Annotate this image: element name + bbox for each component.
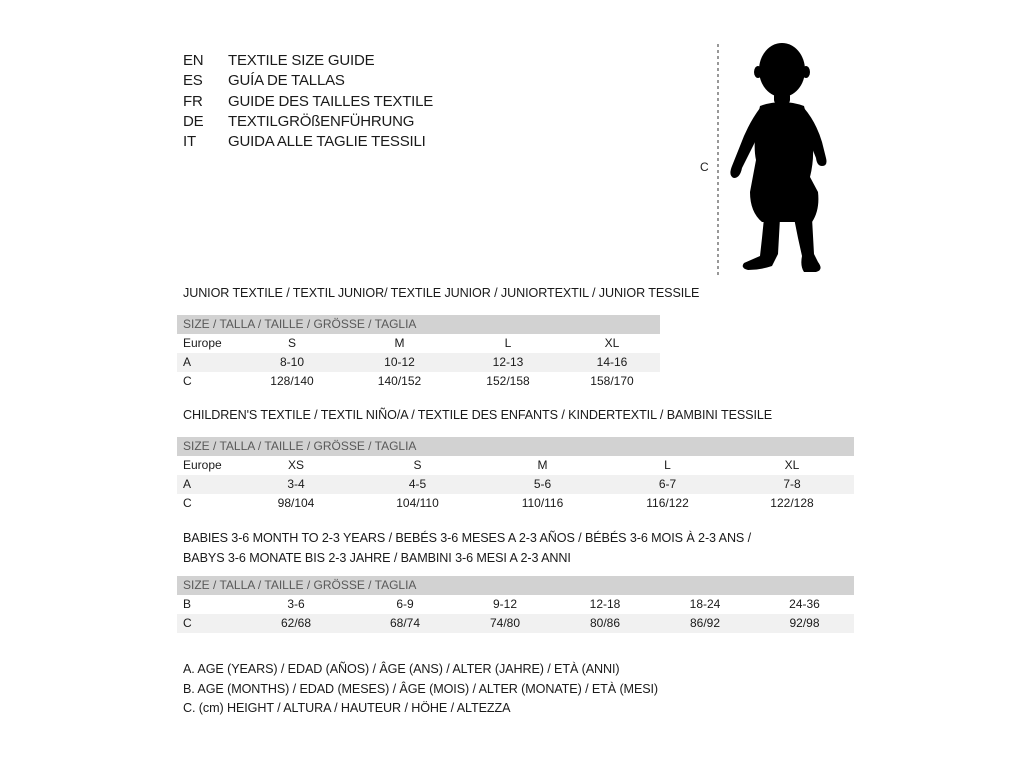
junior-section-title (183, 283, 699, 303)
legend-note-a: A. AGE (YEARS) / EDAD (AÑOS) / ÂGE (ANS) / ALTER (JAHRE) / ETÀ (ANNI) (183, 662, 620, 676)
row-label: C (183, 496, 192, 510)
children-title-text: CHILDREN'S TEXTILE / TEXTIL NIÑO/A / TEXTILE DES ENFANTS / KINDERTEXTIL / BAMBINI TESSILE (183, 408, 773, 422)
table-cell: 12-13 (492, 355, 524, 369)
title-row-es (183, 71, 433, 91)
table-row (177, 456, 854, 475)
table-cell: 8-10 (279, 355, 305, 369)
table-cell: XL (604, 336, 620, 350)
guide-title: GUIDA ALLE TAGLIE TESSILI (228, 133, 426, 151)
table-cell: 104/110 (396, 496, 439, 510)
table-header: SIZE / TALLA / TAILLE / GRÖSSE / TAGLIA (177, 437, 854, 456)
table-cell: 12-18 (589, 597, 621, 611)
title-row-it (183, 132, 433, 152)
babies-title-line: BABIES 3-6 MONTH TO 2-3 YEARS / BEBÉS 3-6 MESES A 2-3 AÑOS / BÉBÉS 3-6 MOIS À 2-3 ANS / (183, 531, 752, 545)
table-cell: 122/128 (770, 496, 814, 510)
guide-title: GUÍA DE TALLAS (228, 72, 345, 90)
table-row (177, 475, 854, 494)
table-cell: 10-12 (384, 355, 415, 369)
table-cell: M (537, 458, 548, 472)
guide-title: GUIDE DES TAILLES TEXTILE (228, 92, 434, 110)
table-cell: 6-7 (658, 477, 677, 491)
row-label: Europe (183, 336, 222, 350)
babies-section-title (183, 528, 751, 568)
table-cell: M (394, 336, 405, 350)
child-silhouette-icon (730, 43, 826, 272)
table-header: SIZE / TALLA / TAILLE / GRÖSSE / TAGLIA (177, 576, 854, 595)
title-row-fr (183, 92, 433, 112)
table-cell: S (287, 336, 296, 350)
guide-title: TEXTILGRÖßENFÜHRUNG (228, 112, 415, 130)
row-label: A (183, 477, 192, 491)
language-code: ES (183, 72, 203, 90)
row-label: A (183, 355, 192, 369)
children-section-title (183, 405, 772, 425)
legend-note-c: C. (cm) HEIGHT / ALTURA / HAUTEUR / HÖHE / ALTEZZA (183, 701, 511, 715)
table-cell: 6-9 (396, 597, 414, 611)
table-cell: 98/104 (277, 496, 315, 510)
table-row (177, 353, 660, 372)
table-cell: 92/98 (789, 616, 820, 630)
language-code: IT (183, 133, 196, 151)
table-cell: 86/92 (689, 616, 721, 630)
guide-title: TEXTILE SIZE GUIDE (228, 52, 375, 69)
junior-title-text: JUNIOR TEXTILE / TEXTIL JUNIOR/ TEXTILE JUNIOR / JUNIORTEXTIL / JUNIOR TESSILE (183, 286, 700, 300)
table-cell: 74/80 (489, 616, 521, 630)
language-code: DE (183, 112, 204, 130)
table-row (177, 494, 854, 513)
language-code: FR (183, 92, 203, 110)
legend-note-b: B. AGE (MONTHS) / EDAD (MESES) / ÂGE (MOIS) / ALTER (MONATE) / ETÀ (MESI) (183, 681, 659, 696)
babies-size-table (177, 576, 854, 633)
table-cell: 5-6 (533, 477, 552, 491)
table-cell: L (504, 336, 512, 350)
table-header: SIZE / TALLA / TAILLE / GRÖSSE / TAGLIA (177, 315, 660, 334)
table-cell: L (664, 458, 671, 472)
table-cell: 4-5 (408, 477, 427, 491)
row-label: C (183, 616, 192, 630)
legend-notes (183, 660, 658, 719)
table-cell: XL (784, 458, 800, 472)
table-cell: 110/116 (521, 496, 564, 510)
table-cell: 24-36 (789, 597, 820, 611)
table-row (177, 334, 660, 353)
children-size-table (177, 437, 854, 513)
table-cell: XS (287, 458, 304, 472)
title-row-de (183, 112, 433, 132)
table-cell: 158/170 (590, 374, 634, 388)
row-label: B (183, 597, 192, 611)
babies-title-line: BABYS 3-6 MONATE BIS 2-3 JAHRE / BAMBINI 3-6 MESI A 2-3 ANNI (183, 551, 571, 565)
table-cell: 116/122 (646, 496, 689, 510)
table-cell: 140/152 (377, 374, 422, 388)
table-row (177, 595, 854, 614)
table-cell: 68/74 (389, 616, 421, 630)
table-cell: 3-6 (287, 597, 305, 611)
table-cell: 62/68 (280, 616, 312, 630)
table-cell: 7-8 (783, 477, 801, 491)
language-code: EN (183, 52, 204, 69)
row-label: Europe (183, 458, 222, 472)
table-cell: 3-4 (287, 477, 305, 491)
height-measure-label: C (700, 160, 709, 174)
language-titles (183, 51, 433, 152)
title-row-en (183, 51, 433, 71)
table-cell: 80/86 (589, 616, 621, 630)
table-row (177, 372, 660, 391)
table-cell: 152/158 (486, 374, 530, 388)
row-label: C (183, 374, 192, 388)
child-silhouette-figure (700, 42, 830, 278)
table-cell: 9-12 (492, 597, 518, 611)
table-cell: S (413, 458, 422, 472)
junior-size-table (177, 315, 660, 391)
table-cell: 18-24 (689, 597, 721, 611)
table-row (177, 614, 854, 633)
table-cell: 128/140 (270, 374, 314, 388)
table-cell: 14-16 (596, 355, 628, 369)
